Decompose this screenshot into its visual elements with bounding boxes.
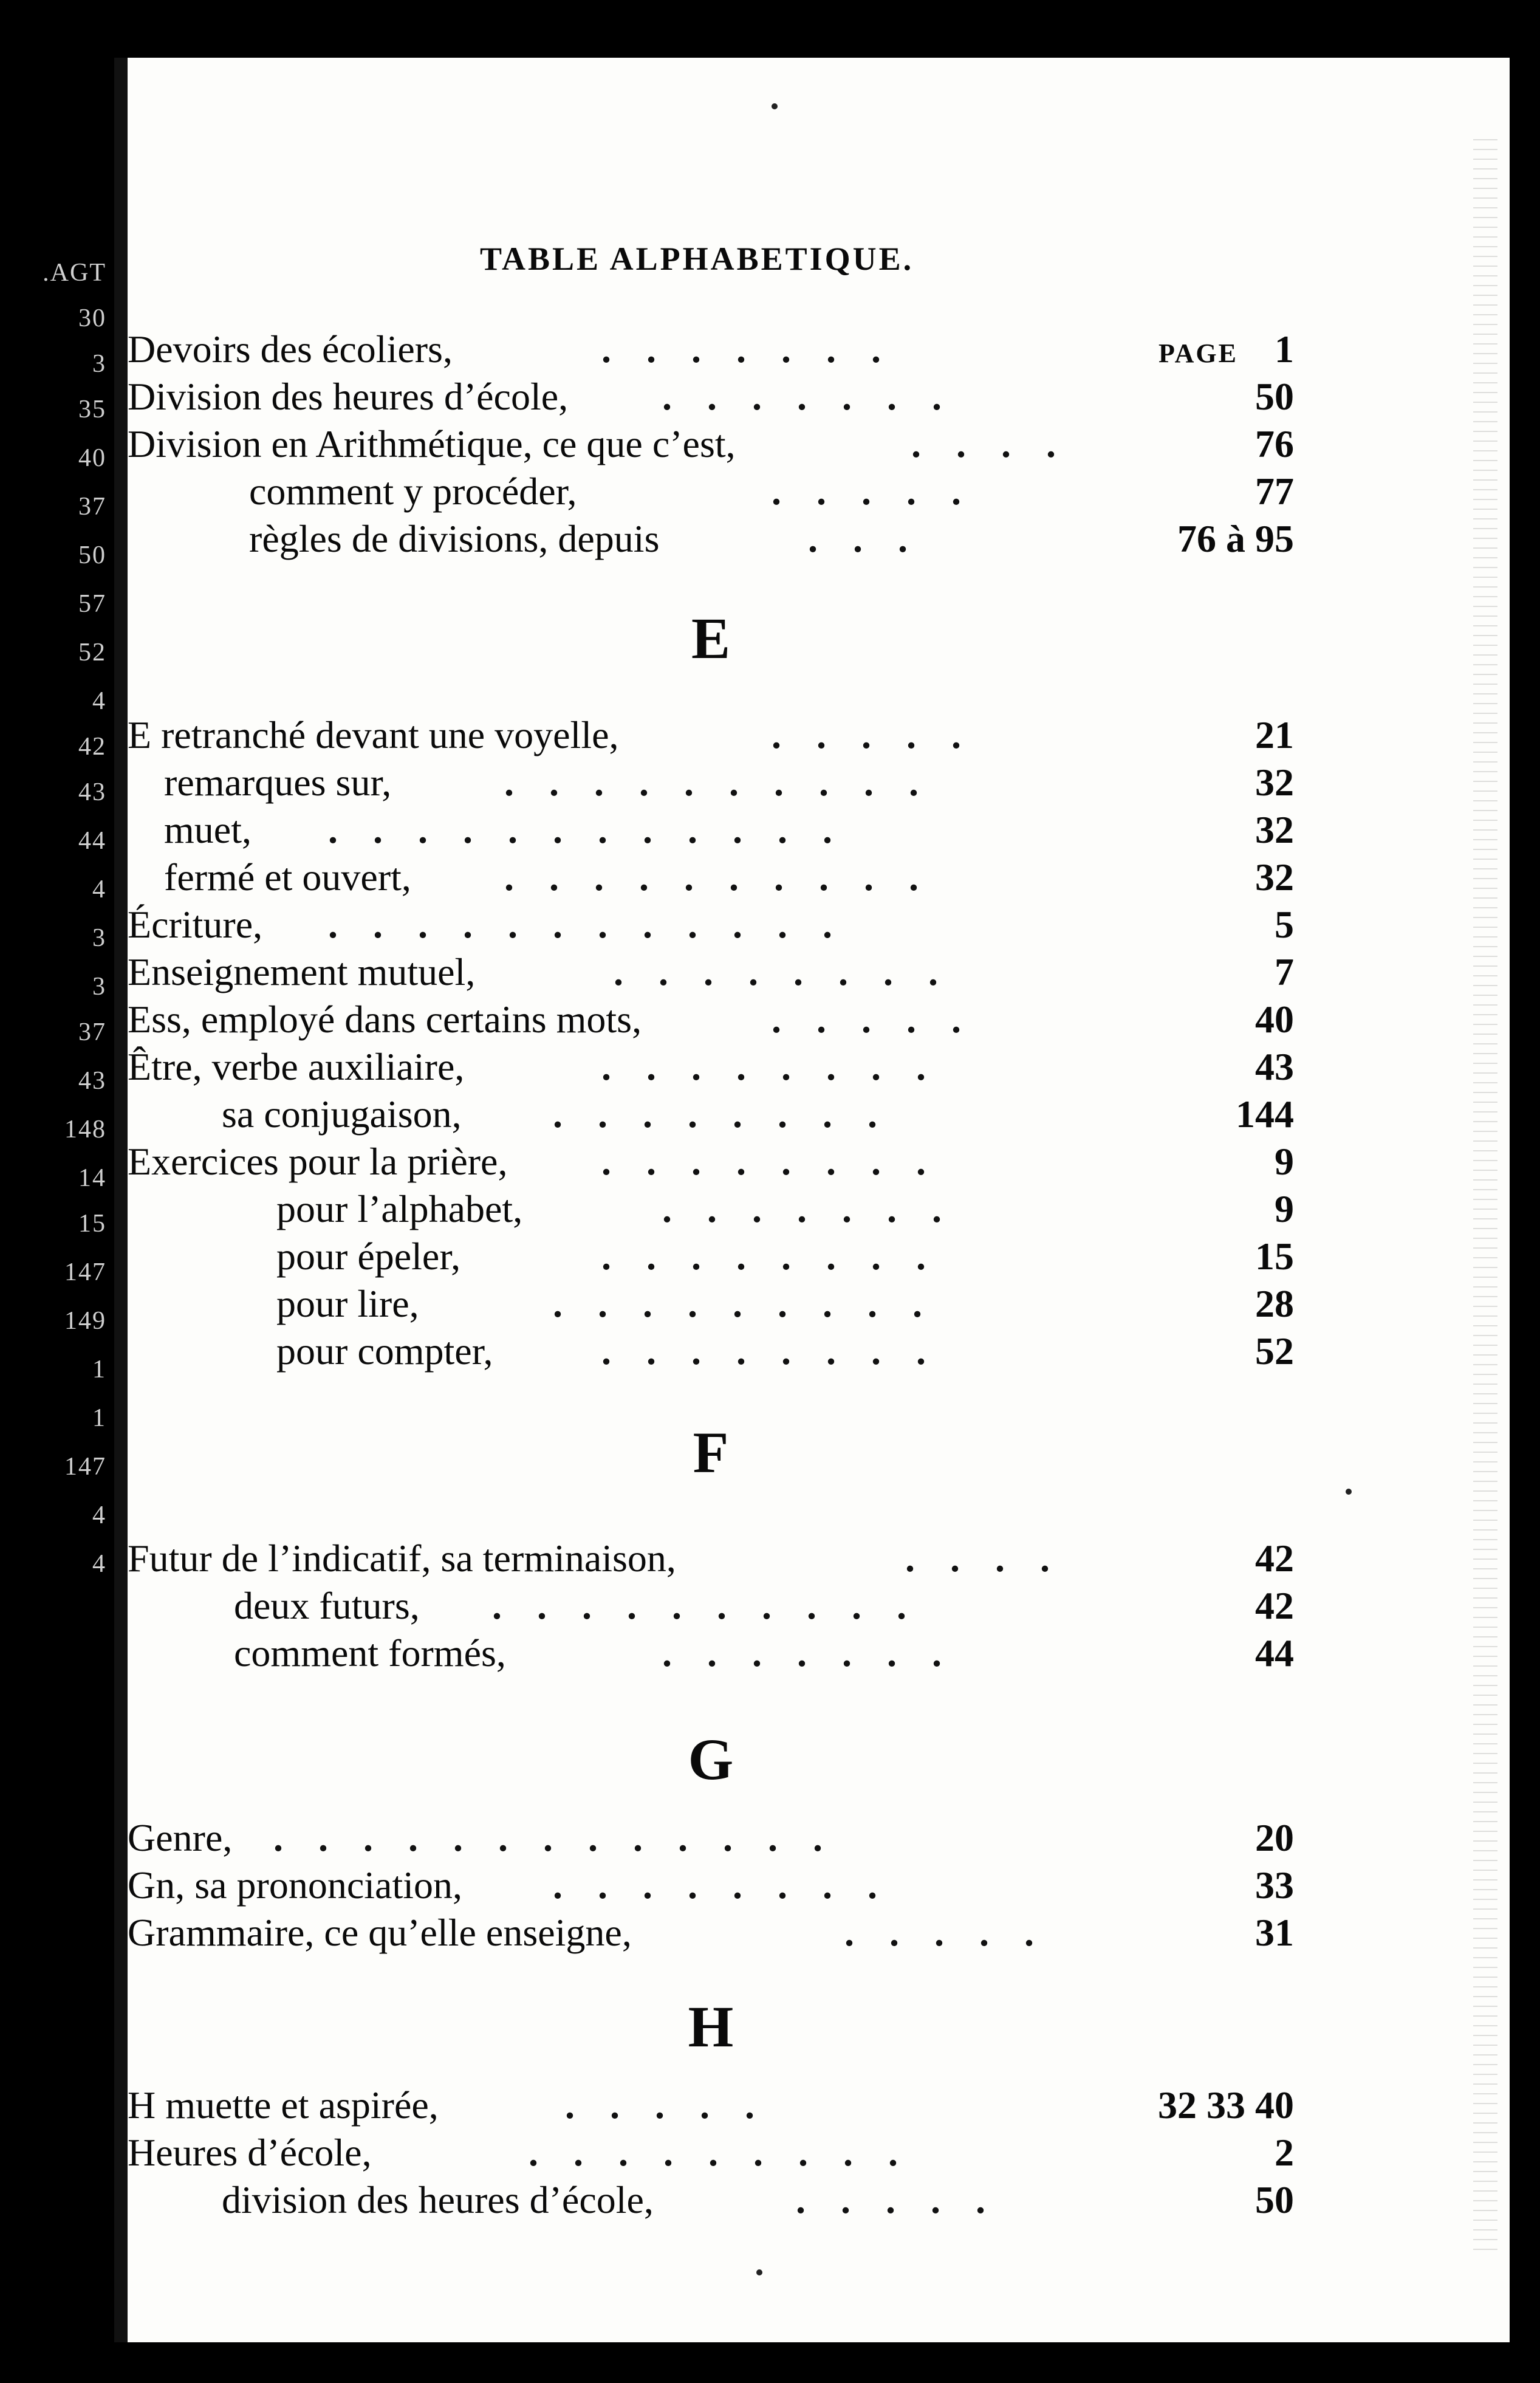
- dot-leader: ............: [328, 808, 868, 851]
- index-entry: [128, 1185, 1294, 1233]
- index-entry: [128, 467, 1294, 516]
- margin-fragment: 37: [78, 493, 106, 521]
- index-entry: [128, 948, 1294, 996]
- page-number: 9: [1275, 1140, 1294, 1183]
- page-number: 28: [1255, 1282, 1294, 1325]
- page-number: 44: [1255, 1631, 1294, 1675]
- entry-label: Ess, employé dans certains mots,: [128, 998, 642, 1041]
- margin-fragment: 50: [78, 541, 106, 569]
- index-entry: [128, 995, 1294, 1044]
- entry-label: Devoirs des écoliers,: [128, 327, 453, 371]
- page-number: 21: [1255, 713, 1294, 756]
- entry-label: Exercices pour la prière,: [128, 1140, 508, 1183]
- page-number: 42: [1255, 1537, 1294, 1580]
- index-entry: [128, 1629, 1294, 1678]
- entry-label: pour lire,: [276, 1282, 419, 1325]
- margin-fragment: 3: [92, 350, 106, 378]
- entry-label: Futur de l’indicatif, sa terminaison,: [128, 1537, 676, 1580]
- page-number: 2: [1275, 2131, 1294, 2174]
- index-entry: [128, 515, 1294, 563]
- dot-leader: ..........: [504, 761, 954, 804]
- dot-leader: .......: [662, 1631, 977, 1675]
- page-number: 76: [1255, 422, 1294, 465]
- index-entry: [128, 1534, 1294, 1583]
- page-number: 20: [1255, 1816, 1294, 1859]
- entry-label: Être, verbe auxiliaire,: [128, 1045, 465, 1088]
- page-number: 144: [1236, 1092, 1294, 1136]
- index-entry: [128, 1861, 1294, 1910]
- dot-leader: .............: [273, 1816, 858, 1859]
- margin-fragment: 15: [78, 1210, 106, 1238]
- ink-speck: [772, 103, 778, 109]
- entry-label: Division des heures d’école,: [128, 375, 569, 418]
- margin-fragment: 14: [78, 1164, 106, 1192]
- dot-leader: .....: [844, 1911, 1069, 1954]
- section-letter-e: E: [691, 606, 731, 671]
- dot-leader: ........: [553, 1092, 912, 1136]
- page-number: 43: [1255, 1045, 1294, 1088]
- margin-fragment: 30: [78, 304, 106, 332]
- page-number: 15: [1255, 1235, 1294, 1278]
- margin-fragment: 1: [92, 1356, 106, 1384]
- index-entry: [128, 372, 1294, 421]
- margin-fragment: 3: [92, 973, 106, 1001]
- dot-leader: .....: [796, 2178, 1021, 2221]
- margin-fragment: 4: [92, 876, 106, 903]
- page-number: 50: [1255, 375, 1294, 418]
- index-entry: [128, 1814, 1294, 1862]
- dot-leader: .....: [565, 2083, 790, 2127]
- page-number: 40: [1255, 998, 1294, 1041]
- page-number: 32: [1255, 761, 1294, 804]
- margin-fragment: 43: [78, 778, 106, 806]
- index-entry: [128, 2176, 1294, 2224]
- page-number: 33: [1255, 1864, 1294, 1907]
- index-entry: [128, 1043, 1294, 1091]
- margin-fragment: 4: [92, 687, 106, 715]
- dot-leader: .....: [772, 470, 996, 513]
- page-title: TABLE ALPHABETIQUE.: [480, 241, 914, 277]
- section-letter-g: G: [688, 1727, 734, 1792]
- page-number: 9: [1275, 1187, 1294, 1230]
- margin-fragment: 3: [92, 924, 106, 952]
- index-entry: [128, 806, 1294, 854]
- index-entry: [128, 420, 1294, 468]
- page-number: 77: [1255, 470, 1294, 513]
- entry-label: Genre,: [128, 1816, 233, 1859]
- dot-leader: ....: [911, 422, 1091, 465]
- index-entry: [128, 758, 1294, 807]
- margin-fragment: 149: [64, 1307, 106, 1335]
- margin-fragment: 57: [78, 590, 106, 618]
- dot-leader: .....: [772, 998, 996, 1041]
- dot-leader: ........: [553, 1864, 912, 1907]
- margin-fragment: 148: [64, 1116, 106, 1143]
- page-abbrev: PAGE: [1158, 338, 1238, 368]
- page-number: 5: [1275, 903, 1294, 946]
- entry-label: sa conjugaison,: [222, 1092, 462, 1136]
- entry-label: pour l’alphabet,: [276, 1187, 523, 1230]
- entry-label: Écriture,: [128, 903, 263, 946]
- margin-fragment: 52: [78, 639, 106, 667]
- index-entry: [128, 1908, 1294, 1957]
- dot-leader: ..........: [504, 855, 954, 899]
- entry-label: deux futurs,: [234, 1584, 420, 1627]
- margin-fragment: 42: [78, 733, 106, 761]
- index-entry: [128, 1137, 1294, 1186]
- index-entry: [128, 1232, 1294, 1281]
- entry-label: division des heures d’école,: [222, 2178, 654, 2221]
- entry-label: remarques sur,: [164, 761, 392, 804]
- index-entry: [128, 711, 1294, 759]
- dot-leader: .......: [662, 375, 977, 418]
- page-number: 52: [1255, 1329, 1294, 1373]
- entry-label: Gn, sa prononciation,: [128, 1864, 462, 1907]
- dot-leader: .....: [772, 713, 996, 756]
- dot-leader: ...: [808, 517, 943, 560]
- margin-fragment: 43: [78, 1067, 106, 1095]
- margin-fragment: 4: [92, 1550, 106, 1578]
- index-entry: [128, 1582, 1294, 1630]
- page-value: 1: [1275, 327, 1294, 371]
- page-edge-noise: [1473, 131, 1497, 2257]
- margin-fragment: 4: [92, 1501, 106, 1529]
- entry-label: Grammaire, ce qu’elle enseigne,: [128, 1911, 632, 1954]
- page-number: 7: [1275, 950, 1294, 993]
- entry-label: comment y procéder,: [249, 470, 577, 513]
- margin-fragment: 147: [64, 1258, 106, 1286]
- index-entry: [128, 2081, 1294, 2130]
- dot-leader: .........: [529, 2131, 933, 2174]
- index-entry: [128, 853, 1294, 902]
- entry-label: fermé et ouvert,: [164, 855, 411, 899]
- margin-fragment: 40: [78, 444, 106, 472]
- index-entry: [128, 1280, 1294, 1328]
- entry-label: Heures d’école,: [128, 2131, 372, 2174]
- margin-fragment: 147: [64, 1453, 106, 1481]
- index-entry: [128, 1090, 1294, 1139]
- index-entry: [128, 1327, 1294, 1376]
- dot-leader: ........: [601, 1045, 961, 1088]
- dot-leader: ..........: [492, 1584, 942, 1627]
- section-letter-f: F: [693, 1420, 729, 1485]
- book-page: [114, 58, 1510, 2342]
- entry-label: H muette et aspirée,: [128, 2083, 439, 2127]
- index-entry: [128, 2128, 1294, 2177]
- entry-label: Division en Arithmétique, ce que c’est,: [128, 422, 736, 465]
- dot-leader: ........: [601, 1140, 961, 1183]
- page-number: 31: [1255, 1911, 1294, 1954]
- page-number: 32: [1255, 808, 1294, 851]
- entry-label: E retranché devant une voyelle,: [128, 713, 619, 756]
- entry-label: pour épeler,: [276, 1235, 461, 1278]
- margin-fragment: 35: [78, 396, 106, 423]
- page-number: 32: [1255, 855, 1294, 899]
- margin-fragment: 1: [92, 1404, 106, 1432]
- page-number: 42: [1255, 1584, 1294, 1627]
- index-entry: [128, 900, 1294, 949]
- page-number: 50: [1255, 2178, 1294, 2221]
- margin-fragment: .AGT: [43, 259, 106, 287]
- page-number: 76 à 95: [1177, 517, 1294, 560]
- ink-speck: [1346, 1489, 1352, 1495]
- margin-fragment: 37: [78, 1018, 106, 1046]
- dot-leader: .......: [601, 327, 916, 371]
- dot-leader: .......: [662, 1187, 977, 1230]
- entry-label: comment formés,: [234, 1631, 506, 1675]
- dot-leader: ....: [905, 1537, 1085, 1580]
- page-number: [1158, 325, 1294, 378]
- dot-leader: ............: [328, 903, 868, 946]
- ink-speck: [756, 2269, 762, 2275]
- dot-leader: ........: [614, 950, 973, 993]
- dot-leader: ........: [601, 1329, 961, 1373]
- section-letter-h: H: [688, 1994, 734, 2059]
- entry-label: Enseignement mutuel,: [128, 950, 476, 993]
- page-number: 32 33 40: [1158, 2083, 1294, 2127]
- dot-leader: ........: [601, 1235, 961, 1278]
- entry-label: règles de divisions, depuis: [249, 517, 660, 560]
- entry-label: muet,: [164, 808, 252, 851]
- dot-leader: .........: [553, 1282, 957, 1325]
- entry-label: pour compter,: [276, 1329, 493, 1373]
- facing-page-margin: [0, 0, 115, 2383]
- index-entry: [128, 325, 1294, 374]
- margin-fragment: 44: [78, 827, 106, 855]
